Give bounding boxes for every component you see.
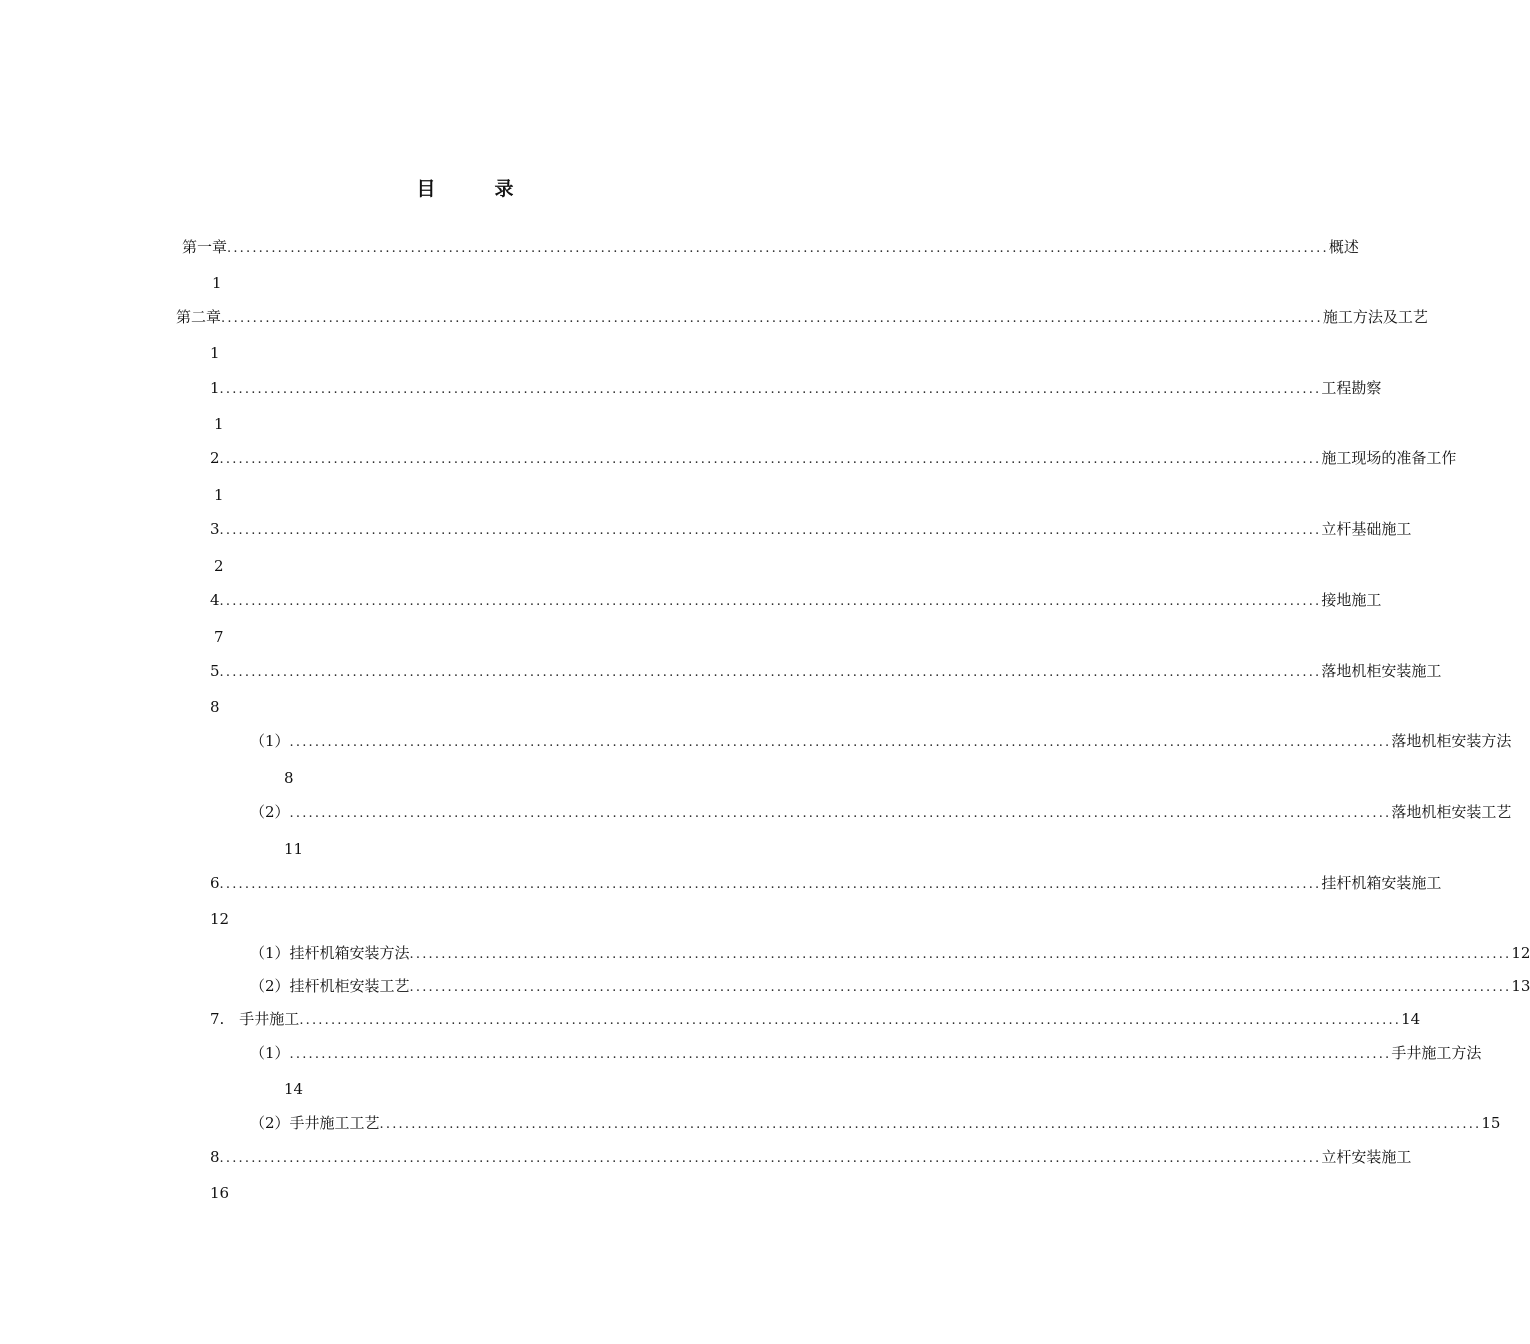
toc-label: 5 [210, 662, 220, 680]
toc-text: 挂杆机箱安装施工 [1321, 874, 1442, 892]
toc-text: 工程勘察 [1321, 379, 1382, 397]
toc-text: 立杆安装施工 [1321, 1148, 1412, 1166]
toc-text: 落地机柜安装方法 [1391, 732, 1512, 750]
toc-leader: .............................................................................................................................................................................. [299, 1013, 1402, 1028]
toc-label: 4 [210, 591, 220, 609]
toc-label: 2 [210, 449, 220, 467]
toc-entry[interactable] [210, 1146, 1412, 1168]
toc-leader: .............................................................................................................................................................................. [289, 1047, 1392, 1062]
toc-page-number: 8 [284, 769, 294, 787]
toc-label: 第二章 [176, 308, 222, 326]
toc-leader: .............................................................................................................................................................................. [409, 947, 1512, 962]
toc-leader: .............................................................................................................................................................................. [219, 877, 1322, 892]
toc-entry[interactable] [250, 801, 1512, 823]
toc-label: 1 [210, 379, 220, 397]
toc-leader: .............................................................................................................................................................................. [219, 1151, 1322, 1166]
toc-leader: .............................................................................................................................................................................. [219, 665, 1322, 680]
toc-page-number: 8 [210, 698, 220, 716]
toc-entry[interactable] [210, 377, 1382, 399]
toc-entry[interactable] [250, 730, 1512, 752]
toc-entry[interactable] [210, 1008, 1421, 1030]
toc-entry[interactable] [250, 1042, 1482, 1064]
toc-leader: .............................................................................................................................................................................. [219, 452, 1322, 467]
toc-label: 第一章 [182, 238, 228, 256]
toc-label: （1） [250, 1044, 290, 1062]
toc-label: （1）挂杆机箱安装方法 [250, 944, 410, 962]
toc-leader: .............................................................................................................................................................................. [379, 1117, 1482, 1132]
toc-leader: .............................................................................................................................................................................. [409, 980, 1512, 995]
toc-page-number: 15 [1481, 1114, 1501, 1132]
toc-entry[interactable] [250, 1112, 1501, 1134]
toc-entry[interactable] [210, 447, 1457, 469]
toc-text: 施工现场的准备工作 [1321, 449, 1457, 467]
toc-label: 8 [210, 1148, 220, 1166]
toc-leader: .............................................................................................................................................................................. [219, 594, 1322, 609]
toc-label: （2） [250, 803, 290, 821]
toc-text: 落地机柜安装工艺 [1391, 803, 1512, 821]
toc-page-number: 1 [212, 274, 222, 292]
toc-leader: .............................................................................................................................................................................. [221, 311, 1323, 326]
toc-leader: .............................................................................................................................................................................. [289, 735, 1392, 750]
toc-text: 施工方法及工艺 [1322, 308, 1428, 326]
toc-page-number: 7 [214, 628, 224, 646]
toc-text: 手井施工方法 [1391, 1044, 1482, 1062]
toc-entry[interactable] [176, 306, 1428, 328]
toc-text: 立杆基础施工 [1321, 520, 1412, 538]
toc-page-number: 12 [1511, 944, 1530, 962]
toc-page-number: 16 [210, 1184, 230, 1202]
toc-page-number: 1 [214, 415, 224, 433]
toc-leader: .............................................................................................................................................................................. [289, 806, 1392, 821]
toc-label: 3 [210, 520, 220, 538]
toc-page-number: 12 [210, 910, 230, 928]
toc-leader: .............................................................................................................................................................................. [219, 523, 1322, 538]
toc-entry[interactable] [210, 872, 1442, 894]
toc-text: 概述 [1328, 238, 1359, 256]
toc-entry[interactable] [210, 589, 1382, 611]
toc-label: 6 [210, 874, 220, 892]
toc-title: 目 录 [416, 178, 534, 200]
toc-page-number: 14 [284, 1080, 304, 1098]
toc-text: 接地施工 [1321, 591, 1382, 609]
toc-page-number: 13 [1511, 977, 1530, 995]
toc-page-number: 14 [1401, 1010, 1421, 1028]
toc-entry[interactable] [210, 518, 1412, 540]
toc-page-number: 11 [284, 840, 304, 858]
toc-label: 7. 手井施工 [210, 1010, 300, 1028]
toc-entry[interactable] [250, 942, 1530, 964]
toc-label: （2）手井施工工艺 [250, 1114, 380, 1132]
toc-entry[interactable] [210, 660, 1442, 682]
toc-leader: .............................................................................................................................................................................. [227, 241, 1329, 256]
toc-label: （2）挂杆机柜安装工艺 [250, 977, 410, 995]
toc-page-number: 1 [214, 486, 224, 504]
toc-page-number: 2 [214, 557, 224, 575]
toc-leader: .............................................................................................................................................................................. [219, 382, 1322, 397]
toc-entry[interactable] [250, 975, 1530, 997]
toc-page-number: 1 [210, 344, 220, 362]
toc-entry[interactable] [182, 236, 1359, 258]
toc-text: 落地机柜安装施工 [1321, 662, 1442, 680]
toc-label: （1） [250, 732, 290, 750]
